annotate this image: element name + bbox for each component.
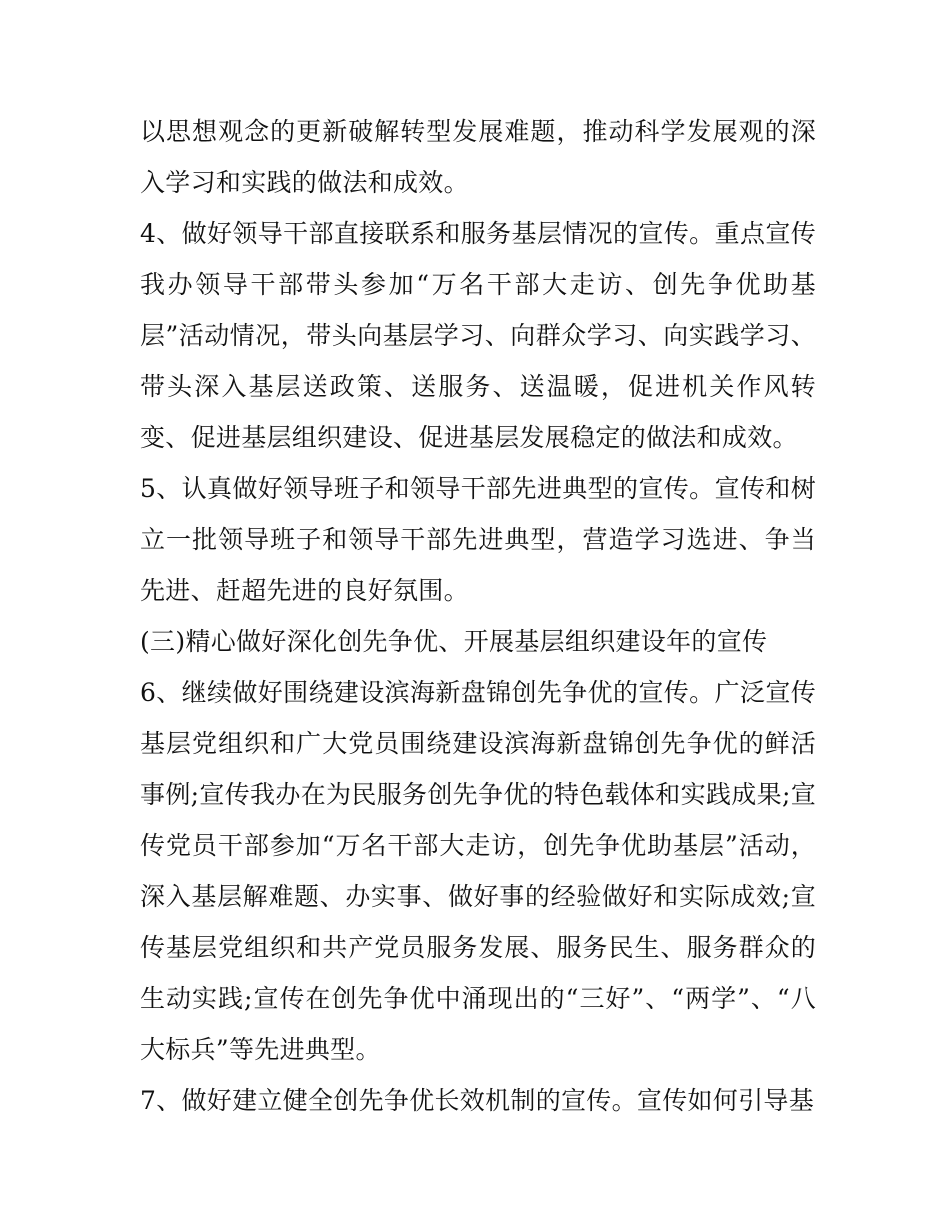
section-heading-3: (三)精心做好深化创先争优、开展基层组织建设年的宣传 [140,627,768,656]
document-body [140,106,816,1126]
paragraph-item-4: 4、做好领导干部直接联系和服务基层情况的宣传。重点宣传我办领导干部带头参加“万名干部大走访、创先争优助基层”活动情况，带头向基层学习、向群众学习、向实践学习、带头深入基层送政策、送服务、送温暖，促进机关作风转变、促进基层组织建设、促进基层发展稳定的做法和成效。 [140,219,816,452]
paragraph-item-6: 6、继续做好围绕建设滨海新盘锦创先争优的宣传。广泛宣传基层党组织和广大党员围绕建设滨海新盘锦创先争优的鲜活事例;宣传我办在为民服务创先争优的特色载体和实践成果;宣传党员干部参加“万名干部大走访，创先争优助基层”活动，深入基层解难题、办实事、做好事的经验做好和实际成效;宣传基层党组织和共产党员服务发展、服务民生、服务群众的生动实践;宣传在创先争优中涌现出的“三好”、“两学”、“八大标兵”等先进典型。 [140,678,816,1064]
paragraph-item-7: 7、做好建立健全创先争优长效机制的宣传。宣传如何引导基 [140,1086,815,1115]
paragraph-item-5: 5、认真做好领导班子和领导干部先进典型的宣传。宣传和树立一批领导班子和领导干部先进典型，营造学习选进、争当先进、赶超先进的良好氛围。 [140,474,816,605]
paragraph-continuation: 以思想观念的更新破解转型发展难题，推动科学发展观的深入学习和实践的做法和成效。 [140,117,816,197]
